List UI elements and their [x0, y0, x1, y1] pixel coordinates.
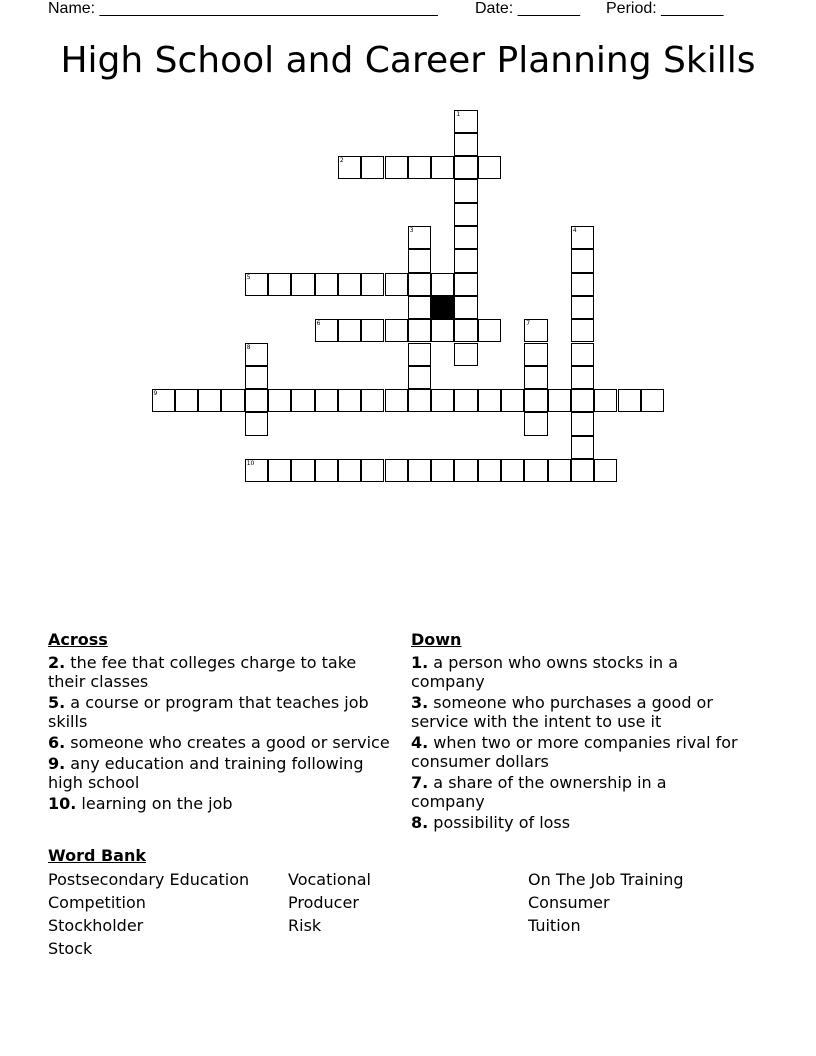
crossword-cell[interactable]	[408, 296, 431, 319]
crossword-cell[interactable]	[338, 156, 361, 179]
crossword-cell[interactable]	[524, 366, 547, 389]
crossword-cell[interactable]	[548, 389, 571, 412]
clue-text: possibility of loss	[428, 813, 571, 832]
across-clue	[48, 794, 393, 813]
crossword-cell[interactable]	[385, 459, 408, 482]
crossword-cell[interactable]	[454, 179, 477, 202]
crossword-cell[interactable]	[571, 249, 594, 272]
crossword-cell[interactable]	[408, 343, 431, 366]
crossword-cell[interactable]	[338, 273, 361, 296]
date-field[interactable]: Date: _______	[475, 0, 580, 17]
crossword-cell[interactable]	[315, 389, 338, 412]
crossword-cell[interactable]	[221, 389, 244, 412]
crossword-cell[interactable]	[408, 273, 431, 296]
word-bank-entry: Postsecondary Education	[48, 870, 250, 889]
crossword-cell[interactable]	[408, 226, 431, 249]
crossword-cell[interactable]	[524, 459, 547, 482]
crossword-cell[interactable]	[454, 203, 477, 226]
clue-number: 10.	[48, 794, 77, 813]
clue-number: 8	[246, 343, 251, 351]
period-field[interactable]: Period: _______	[606, 0, 724, 17]
crossword-cell[interactable]	[618, 389, 641, 412]
crossword-cell[interactable]	[291, 459, 314, 482]
crossword-cell[interactable]	[152, 389, 175, 412]
crossword-cell[interactable]	[291, 389, 314, 412]
crossword-cell[interactable]	[454, 110, 477, 133]
crossword-cell[interactable]	[454, 296, 477, 319]
word-bank-entry: Stock	[48, 939, 93, 958]
clue-text: someone who purchases a good or service with the intent to use it	[411, 693, 713, 731]
crossword-cell[interactable]	[408, 389, 431, 412]
crossword-cell[interactable]	[431, 459, 454, 482]
crossword-cell[interactable]	[385, 389, 408, 412]
crossword-cell[interactable]	[594, 459, 617, 482]
crossword-cell[interactable]	[408, 249, 431, 272]
down-heading: Down	[411, 630, 462, 649]
crossword-cell[interactable]	[571, 459, 594, 482]
crossword-cell[interactable]	[408, 156, 431, 179]
clue-number: 3.	[411, 693, 429, 712]
word-bank-column-2	[288, 868, 371, 937]
across-clues	[48, 630, 393, 815]
word-bank-column-3	[528, 868, 684, 937]
clue-text: a person who owns stocks in a company	[411, 653, 679, 691]
crossword-cell[interactable]	[245, 343, 268, 366]
crossword-cell[interactable]	[338, 459, 361, 482]
crossword-cell[interactable]	[245, 273, 268, 296]
crossword-cell[interactable]	[571, 226, 594, 249]
clue-text: someone who creates a good or service	[65, 733, 390, 752]
clue-text: a share of the ownership in a company	[411, 773, 667, 811]
crossword-cell[interactable]	[524, 389, 547, 412]
down-clues	[411, 630, 741, 834]
crossword-cell[interactable]	[478, 156, 501, 179]
crossword-cell[interactable]	[385, 156, 408, 179]
clue-number: 6	[316, 320, 321, 328]
crossword-cell[interactable]	[315, 459, 338, 482]
clue-number: 6.	[48, 733, 66, 752]
crossword-cell[interactable]	[245, 412, 268, 435]
clue-number: 1	[456, 110, 461, 118]
clue-number: 4	[572, 227, 577, 234]
word-bank-column-1	[48, 868, 249, 960]
crossword-cell[interactable]	[571, 296, 594, 319]
crossword-cell[interactable]	[524, 343, 547, 366]
crossword-cell[interactable]	[478, 459, 501, 482]
word-bank-entry: Vocational	[288, 870, 371, 889]
crossword-cell[interactable]	[408, 366, 431, 389]
word-bank-entry: Tuition	[528, 916, 581, 935]
crossword-cell[interactable]	[454, 273, 477, 296]
down-clue	[411, 693, 741, 731]
word-bank-entry: Producer	[288, 893, 359, 912]
clue-number: 1.	[411, 653, 429, 672]
crossword-cell[interactable]	[245, 366, 268, 389]
crossword-cell[interactable]	[454, 319, 477, 342]
clue-text: when two or more companies rival for consumer dollars	[411, 733, 738, 771]
crossword-cell[interactable]	[361, 156, 384, 179]
crossword-cell[interactable]	[268, 389, 291, 412]
clue-text: a course or program that teaches job skills	[48, 693, 369, 731]
crossword-cell[interactable]	[571, 366, 594, 389]
word-bank-entry: On The Job Training	[528, 870, 684, 889]
across-clue	[48, 754, 393, 792]
crossword-cell[interactable]	[571, 319, 594, 342]
crossword-cell[interactable]	[431, 389, 454, 412]
across-clue	[48, 733, 393, 752]
crossword-cell[interactable]	[361, 273, 384, 296]
down-clue	[411, 773, 741, 811]
crossword-cell[interactable]	[198, 389, 221, 412]
crossword-cell[interactable]	[431, 319, 454, 342]
crossword-cell[interactable]	[454, 156, 477, 179]
clue-number: 7	[526, 320, 531, 328]
crossword-cell[interactable]	[524, 412, 547, 435]
clue-number: 10	[246, 460, 255, 467]
crossword-cell[interactable]	[338, 389, 361, 412]
down-clue	[411, 813, 741, 832]
crossword-cell[interactable]	[361, 459, 384, 482]
crossword-cell[interactable]	[385, 319, 408, 342]
crossword-cell[interactable]	[315, 319, 338, 342]
clue-text: learning on the job	[76, 794, 233, 813]
word-bank-entry: Consumer	[528, 893, 610, 912]
word-bank-heading: Word Bank	[48, 846, 147, 865]
clue-number: 4.	[411, 733, 429, 752]
clue-number: 2	[339, 157, 344, 165]
crossword-cell[interactable]	[454, 343, 477, 366]
crossword-cell[interactable]	[268, 459, 291, 482]
clue-number: 2.	[48, 653, 66, 672]
word-bank-entry: Risk	[288, 916, 322, 935]
crossword-cell[interactable]	[361, 389, 384, 412]
page-title: High School and Career Planning Skills	[60, 40, 756, 81]
crossword-cell[interactable]	[571, 389, 594, 412]
word-bank-entry: Competition	[48, 893, 146, 912]
crossword-cell[interactable]	[454, 226, 477, 249]
crossword-cell[interactable]	[571, 412, 594, 435]
crossword-cell[interactable]	[431, 156, 454, 179]
clue-number: 5.	[48, 693, 66, 712]
crossword-cell[interactable]	[454, 133, 477, 156]
crossword-cell[interactable]	[641, 389, 664, 412]
clue-number: 8.	[411, 813, 429, 832]
crossword-cell[interactable]	[454, 459, 477, 482]
crossword-cell[interactable]	[175, 389, 198, 412]
crossword-cell[interactable]	[454, 389, 477, 412]
clue-number: 9	[153, 390, 158, 398]
crossword-cell[interactable]	[408, 319, 431, 342]
name-field[interactable]: Name: ______________________________________	[48, 0, 438, 17]
crossword-cell[interactable]	[524, 319, 547, 342]
clue-number: 9.	[48, 754, 66, 773]
crossword-cell[interactable]	[501, 459, 524, 482]
crossword-black-cell	[431, 296, 454, 319]
clue-number: 3	[409, 227, 414, 234]
crossword-cell[interactable]	[594, 389, 617, 412]
student-info-header	[48, 0, 768, 20]
crossword-cell[interactable]	[245, 459, 268, 482]
crossword-cell[interactable]	[431, 273, 454, 296]
crossword-cell[interactable]	[361, 319, 384, 342]
crossword-cell[interactable]	[315, 273, 338, 296]
crossword-cell[interactable]	[478, 389, 501, 412]
down-clue	[411, 733, 741, 771]
crossword-cell[interactable]	[338, 319, 361, 342]
crossword-cell[interactable]	[245, 389, 268, 412]
crossword-cell[interactable]	[548, 459, 571, 482]
word-bank-entry: Stockholder	[48, 916, 144, 935]
clue-text: the fee that colleges charge to take their classes	[48, 653, 357, 691]
clue-number: 7.	[411, 773, 429, 792]
crossword-cell[interactable]	[454, 249, 477, 272]
crossword-cell[interactable]	[408, 459, 431, 482]
crossword-cell[interactable]	[501, 389, 524, 412]
crossword-cell[interactable]	[291, 273, 314, 296]
across-heading: Across	[48, 630, 108, 649]
clue-number: 5	[246, 273, 251, 281]
crossword-cell[interactable]	[571, 273, 594, 296]
crossword-cell[interactable]	[478, 319, 501, 342]
across-clue	[48, 653, 393, 691]
across-clue	[48, 693, 393, 731]
down-clue	[411, 653, 741, 691]
crossword-cell[interactable]	[571, 436, 594, 459]
clue-text: any education and training following high school	[48, 754, 364, 792]
crossword-cell[interactable]	[268, 273, 291, 296]
crossword-cell[interactable]	[571, 343, 594, 366]
crossword-cell[interactable]	[385, 273, 408, 296]
